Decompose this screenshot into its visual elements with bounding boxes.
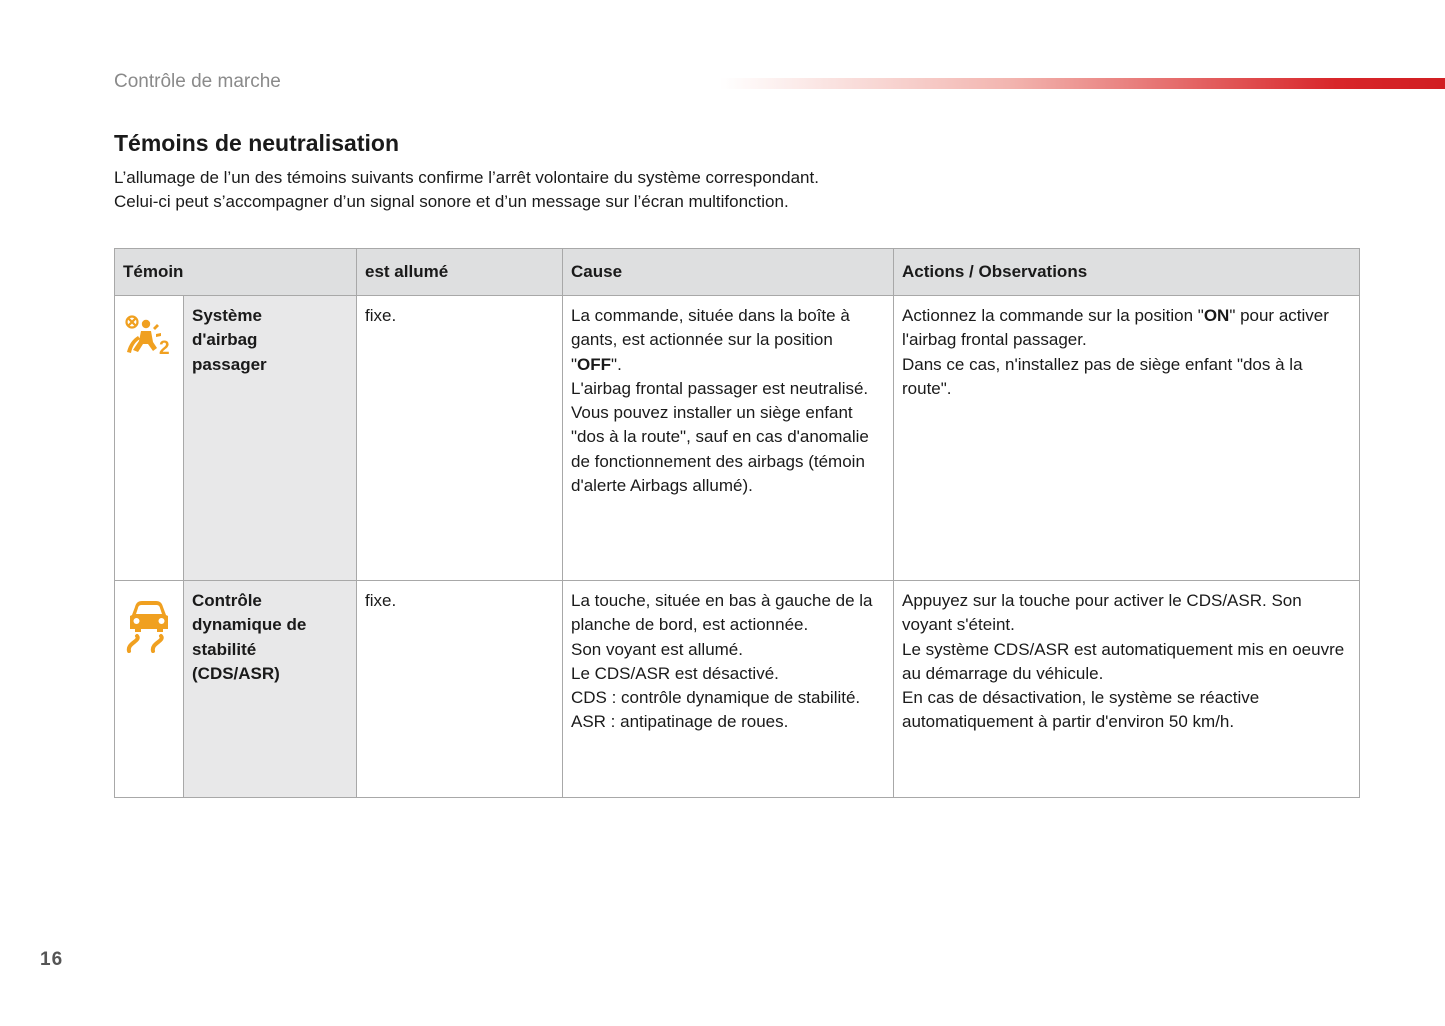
intro-line-1: L’allumage de l’un des témoins suivants confirme l’arrêt volontaire du système correspondant.: [114, 168, 819, 187]
table-header-row: [115, 249, 1360, 296]
cause-text: La commande, située dans la boîte à gants, est actionnée sur la position "OFF". L'airbag frontal passager est neutralisé. Vous pouvez installer un siège enfant "dos à la route", sauf en cas d'anomalie de fonctionnement des airbags (témoin d'alerte Airbags allumé).: [563, 296, 894, 581]
svg-text:2: 2: [159, 338, 170, 356]
intro-text: [114, 166, 819, 214]
table-row-airbag: [115, 296, 1360, 581]
header-witness: Témoin: [115, 249, 357, 296]
skidding-car-icon: [123, 599, 175, 655]
cause-text: La touche, située en bas à gauche de la planche de bord, est actionnée. Son voyant est allumé. Le CDS/ASR est désactivé. CDS : contrôle dynamique de stabilité. ASR : antipatinage de roues.: [563, 581, 894, 798]
airbag-off-icon: [123, 314, 175, 356]
table-row-cds-asr: [115, 581, 1360, 798]
page-number: 16: [40, 949, 64, 970]
actions-text: Actionnez la commande sur la position "ON" pour activer l'airbag frontal passager. Dans ce cas, n'installez pas de siège enfant "dos à la route".: [894, 296, 1360, 581]
lit-state: fixe.: [357, 296, 563, 581]
section-label: Contrôle de marche: [114, 71, 281, 92]
actions-text: Appuyez sur la touche pour activer le CDS/ASR. Son voyant s'éteint. Le système CDS/ASR est automatiquement mis en oeuvre au démarrage du véhicule. En cas de désactivation, le système se réactive automatiquement à partir d'environ 50 km/h.: [894, 581, 1360, 798]
lit-state: fixe.: [357, 581, 563, 798]
icon-cell: [115, 581, 184, 798]
header-actions: Actions / Observations: [894, 249, 1360, 296]
intro-line-2: Celui-ci peut s’accompagner d’un signal sonore et d’un message sur l’écran multifonction.: [114, 192, 789, 211]
header-accent-bar: [720, 78, 1445, 89]
witness-table: [114, 248, 1360, 798]
witness-name: Contrôle dynamique de stabilité (CDS/ASR): [184, 581, 357, 798]
witness-name: Système d'airbag passager: [184, 296, 357, 581]
icon-cell: [115, 296, 184, 581]
header-lit: est allumé: [357, 249, 563, 296]
page-title: Témoins de neutralisation: [114, 130, 399, 156]
header-cause: Cause: [563, 249, 894, 296]
